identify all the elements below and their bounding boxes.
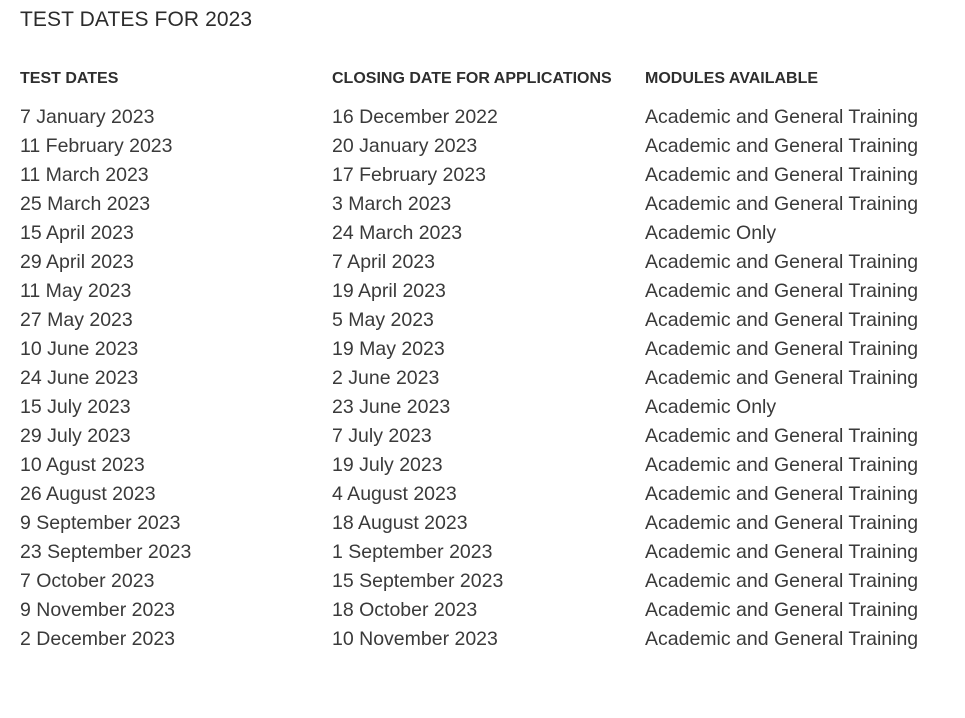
closing-date-cell: 16 December 2022 (332, 106, 498, 128)
table-header-row (20, 67, 965, 103)
table-row (20, 393, 965, 422)
test-date-cell: 24 June 2023 (20, 367, 139, 389)
test-date-cell: 29 April 2023 (20, 251, 134, 273)
modules-cell: Academic and General Training (645, 135, 919, 157)
closing-date-cell: 7 April 2023 (332, 251, 435, 273)
closing-date-cell: 24 March 2023 (332, 222, 463, 244)
table-row (20, 596, 965, 625)
table-row (20, 364, 965, 393)
page-title: TEST DATES FOR 2023 (20, 8, 253, 31)
table-row (20, 625, 965, 654)
modules-cell: Academic and General Training (645, 280, 919, 302)
closing-date-cell: 19 April 2023 (332, 280, 446, 302)
table-row (20, 161, 965, 190)
modules-cell: Academic and General Training (645, 512, 919, 534)
table-row (20, 451, 965, 480)
modules-cell: Academic and General Training (645, 599, 919, 621)
test-date-cell: 10 June 2023 (20, 338, 139, 360)
closing-date-cell: 15 September 2023 (332, 570, 504, 592)
modules-cell: Academic and General Training (645, 251, 919, 273)
closing-date-cell: 3 March 2023 (332, 193, 452, 215)
test-date-cell: 15 April 2023 (20, 222, 134, 244)
header-test-dates: TEST DATES (20, 70, 119, 87)
test-date-cell: 11 February 2023 (20, 135, 173, 157)
test-date-cell: 10 Agust 2023 (20, 454, 145, 476)
test-date-cell: 26 August 2023 (20, 483, 156, 505)
header-modules-available: MODULES AVAILABLE (645, 70, 819, 87)
table-row (20, 335, 965, 364)
modules-cell: Academic and General Training (645, 338, 919, 360)
closing-date-cell: 19 May 2023 (332, 338, 445, 360)
closing-date-cell: 18 October 2023 (332, 599, 478, 621)
closing-date-cell: 4 August 2023 (332, 483, 457, 505)
modules-cell: Academic and General Training (645, 367, 919, 389)
table-row (20, 480, 965, 509)
table-body (20, 103, 965, 654)
modules-cell: Academic and General Training (645, 193, 919, 215)
table-row (20, 277, 965, 306)
test-date-cell: 9 September 2023 (20, 512, 181, 534)
table-row (20, 422, 965, 451)
modules-cell: Academic and General Training (645, 164, 919, 186)
closing-date-cell: 2 June 2023 (332, 367, 440, 389)
test-date-cell: 11 May 2023 (20, 280, 132, 302)
test-date-cell: 9 November 2023 (20, 599, 176, 621)
table-row (20, 538, 965, 567)
test-date-cell: 23 September 2023 (20, 541, 192, 563)
test-date-cell: 15 July 2023 (20, 396, 131, 418)
closing-date-cell: 20 January 2023 (332, 135, 478, 157)
test-date-cell: 7 October 2023 (20, 570, 155, 592)
header-closing-date: CLOSING DATE FOR APPLICATIONS (332, 70, 612, 87)
closing-date-cell: 18 August 2023 (332, 512, 468, 534)
test-date-cell: 11 March 2023 (20, 164, 149, 186)
modules-cell: Academic Only (645, 222, 777, 244)
modules-cell: Academic and General Training (645, 570, 919, 592)
table-row (20, 190, 965, 219)
test-date-cell: 2 December 2023 (20, 628, 176, 650)
closing-date-cell: 19 July 2023 (332, 454, 443, 476)
closing-date-cell: 23 June 2023 (332, 396, 451, 418)
modules-cell: Academic and General Training (645, 541, 919, 563)
test-date-cell: 7 January 2023 (20, 106, 155, 128)
table-row (20, 248, 965, 277)
modules-cell: Academic Only (645, 396, 777, 418)
table-row (20, 103, 965, 132)
table-row (20, 132, 965, 161)
closing-date-cell: 10 November 2023 (332, 628, 498, 650)
table-row (20, 306, 965, 335)
table-row (20, 509, 965, 538)
test-date-cell: 29 July 2023 (20, 425, 131, 447)
test-date-cell: 27 May 2023 (20, 309, 133, 331)
table-row (20, 219, 965, 248)
modules-cell: Academic and General Training (645, 309, 919, 331)
test-date-cell: 25 March 2023 (20, 193, 151, 215)
modules-cell: Academic and General Training (645, 454, 919, 476)
closing-date-cell: 7 July 2023 (332, 425, 432, 447)
table-row (20, 567, 965, 596)
modules-cell: Academic and General Training (645, 628, 919, 650)
modules-cell: Academic and General Training (645, 425, 919, 447)
closing-date-cell: 1 September 2023 (332, 541, 493, 563)
test-dates-table (20, 67, 965, 654)
closing-date-cell: 17 February 2023 (332, 164, 486, 186)
closing-date-cell: 5 May 2023 (332, 309, 434, 331)
modules-cell: Academic and General Training (645, 106, 919, 128)
modules-cell: Academic and General Training (645, 483, 919, 505)
